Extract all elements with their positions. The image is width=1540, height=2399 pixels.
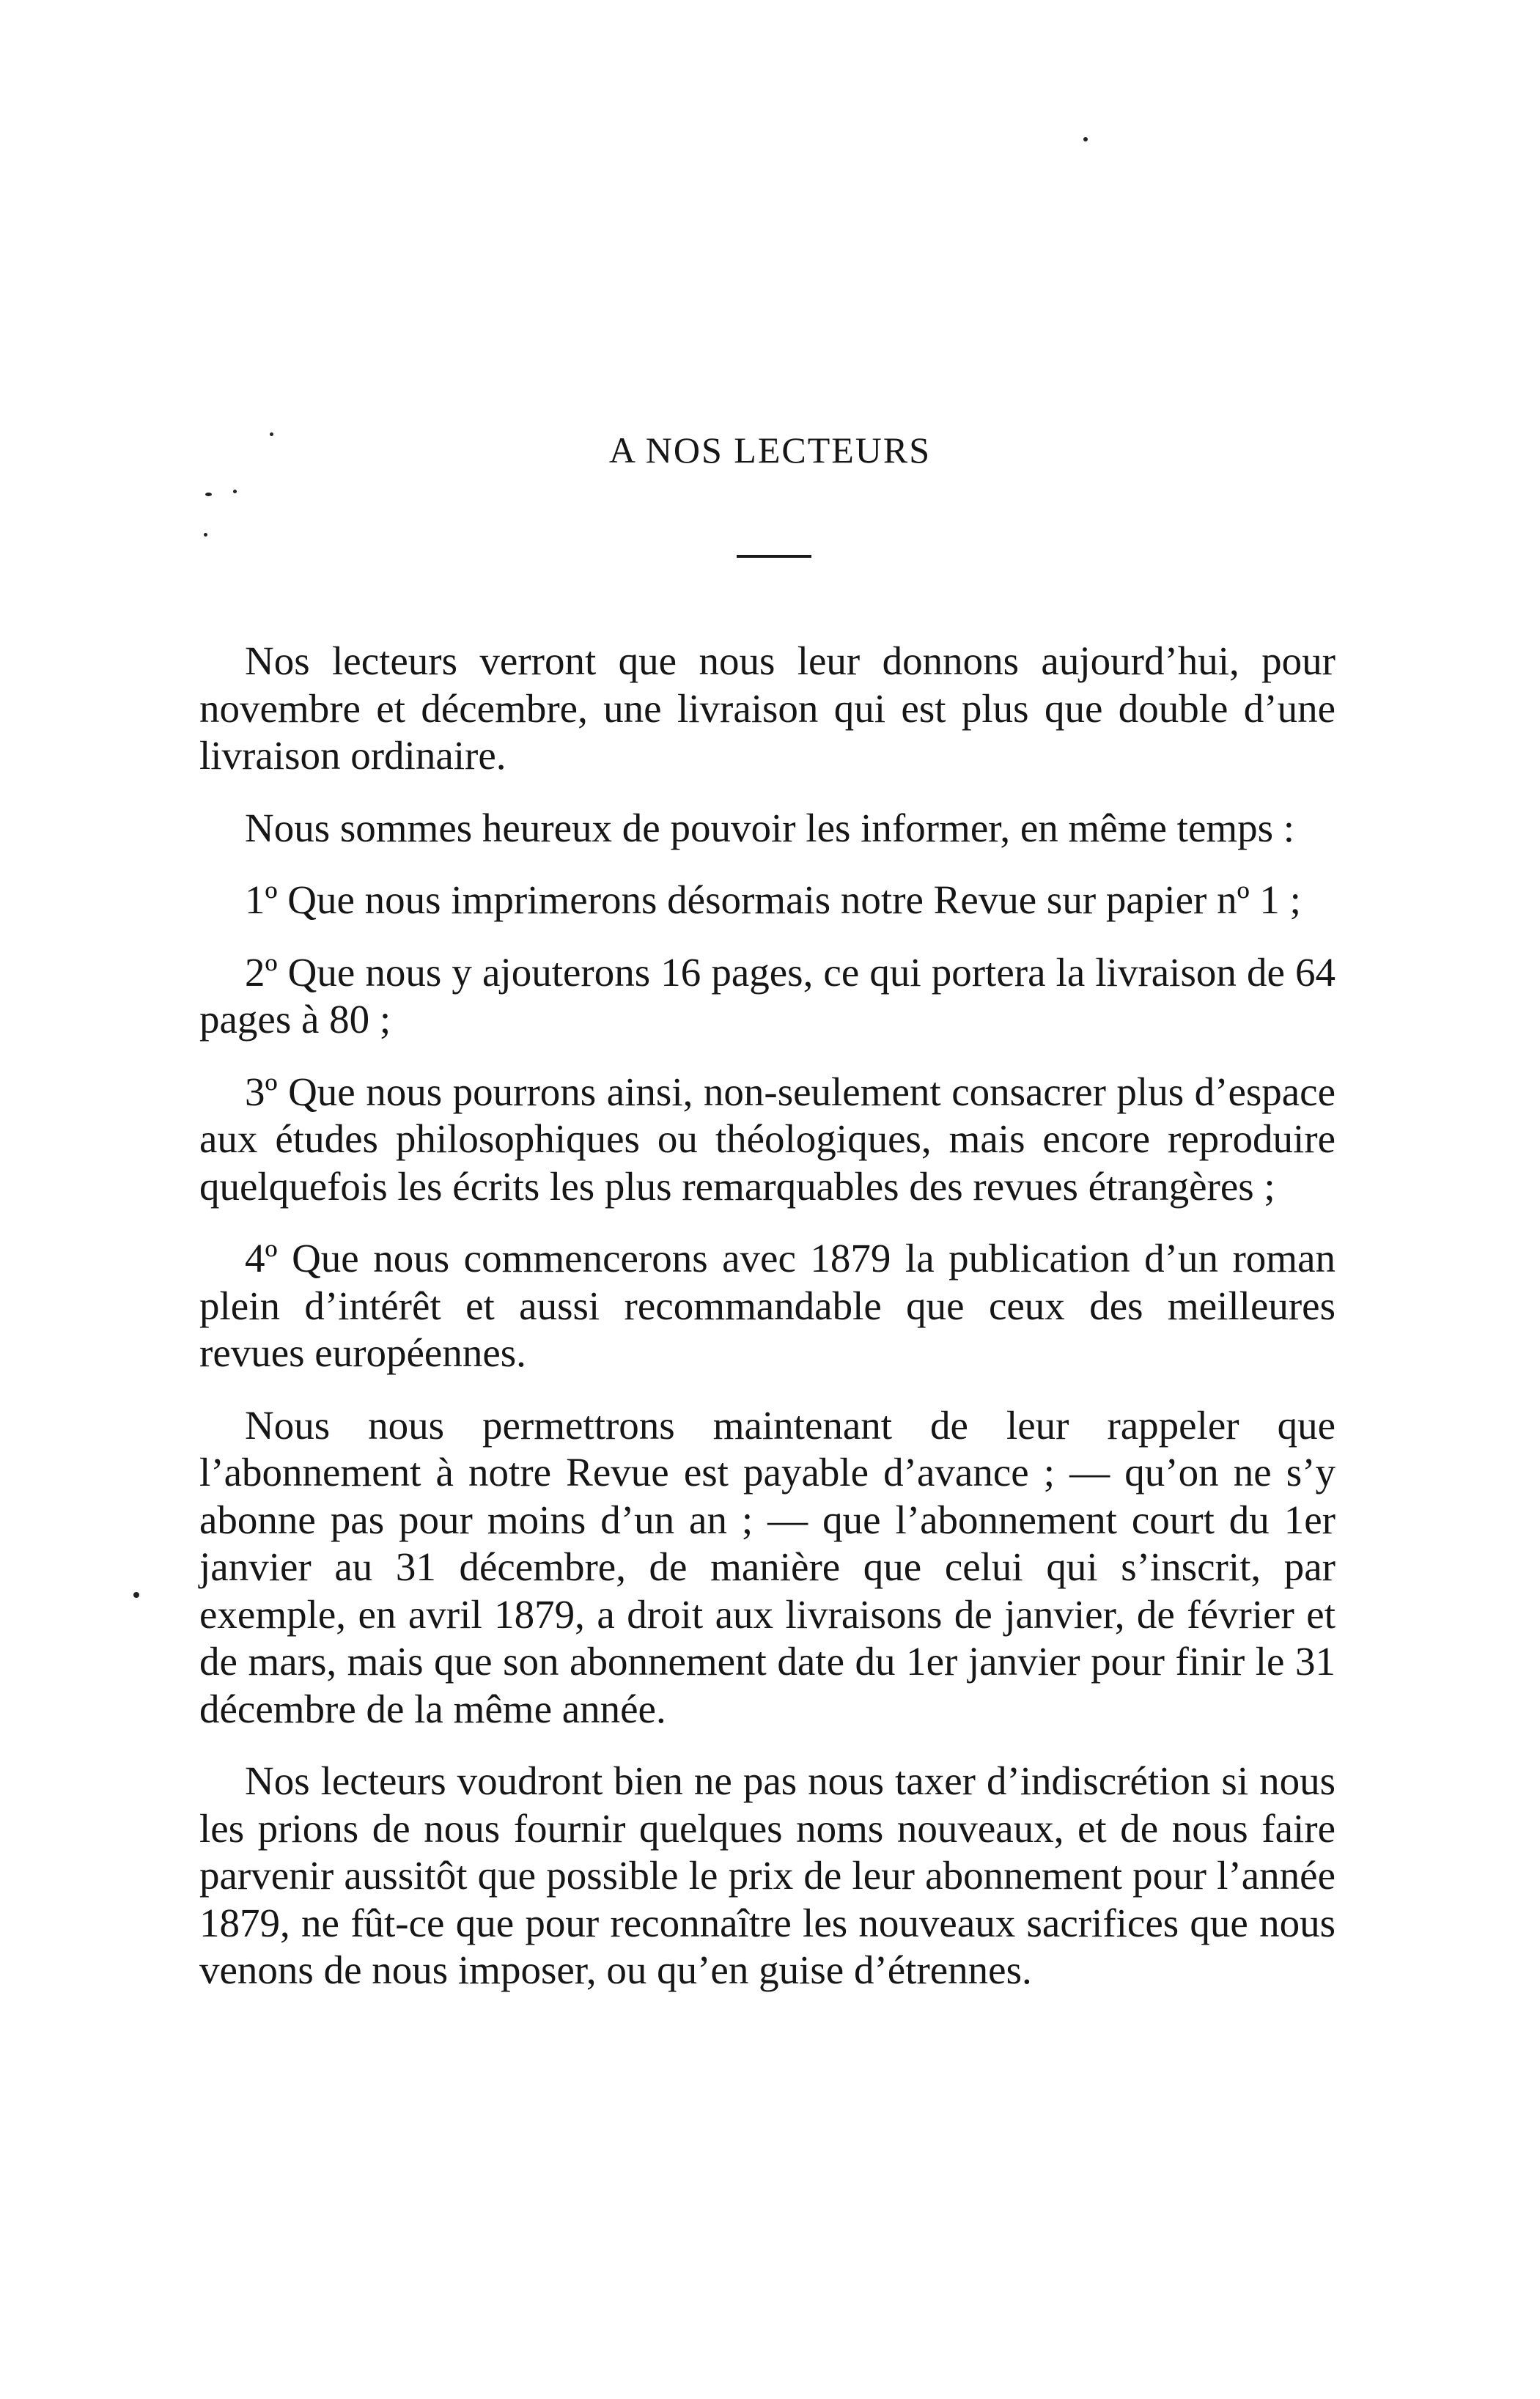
body-text	[199, 638, 1335, 2019]
print-speck	[233, 490, 237, 493]
paragraph: Nos lecteurs verront que nous leur donnons aujourd’hui, pour novembre et décembre, une livraison qui est plus que double d’une livraison ordinaire.	[199, 638, 1335, 778]
paragraph: 4º Que nous commencerons avec 1879 la publication d’un roman plein d’intérêt et aussi recommandable que ceux des meilleures revues européennes.	[199, 1236, 1335, 1375]
paragraph: 1º Que nous imprimerons désormais notre Revue sur papier nº 1 ;	[245, 877, 1301, 922]
paragraph: Nous nous permettrons maintenant de leur rappeler que l’abonnement à notre Revue est payable d’avance ; — qu’on ne s’y abonne pas pour moins d’un an ; — que l’abonnement court du 1er janvier au 31 décembre, de manière que celui qui s’inscrit, par exemple, en avril 1879, a droit aux livraisons de janvier, de février et de mars, mais que son abonnement date du 1er janvier pour finir le 31 décembre de la même année.	[199, 1402, 1335, 1731]
print-speck	[1083, 137, 1088, 141]
paragraph: Nos lecteurs voudront bien ne pas nous taxer d’indiscrétion si nous les prions de nous fournir quelques noms nouveaux, et de nous faire parvenir aussitôt que possible le prix de leur abonnement pour l’année 1879, ne fût-ce que pour reconnaître les nouveaux sacrifices que nous venons de nous imposer, ou qu’en guise d’étrennes.	[199, 1758, 1335, 1992]
page-title: A NOS LECTEURS	[608, 430, 932, 471]
paragraph: Nous sommes heureux de pouvoir les informer, en même temps :	[245, 805, 1295, 850]
title-divider	[737, 555, 811, 558]
print-speck	[204, 533, 207, 537]
paragraph: 3º Que nous pourrons ainsi, non-seulement consacrer plus d’espace aux études philosophiques ou théologiques, mais encore reproduire quelquefois les écrits les plus remarquables des revues étrangères ;	[199, 1069, 1335, 1209]
paragraph: 2º Que nous y ajouterons 16 pages, ce qui portera la livraison de 64 pages à 80 ;	[199, 949, 1335, 1042]
print-speck	[133, 1592, 139, 1598]
print-speck	[205, 493, 212, 496]
